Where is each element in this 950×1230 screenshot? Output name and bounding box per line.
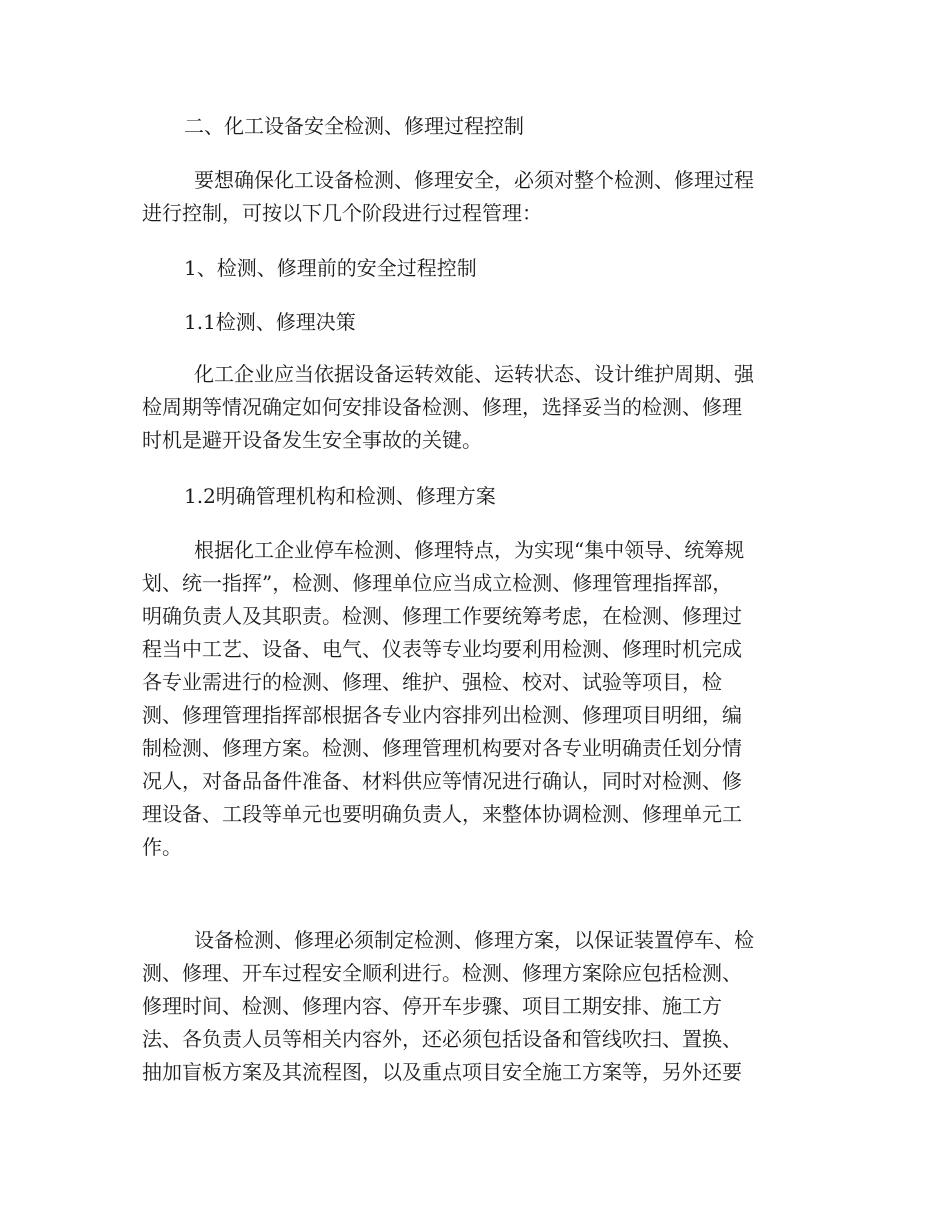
text-line: 化工企业应当依据设备运转效能、运转状态、设计维护周期、强 <box>194 362 754 386</box>
text-line: 进行控制，可按以下几个阶段进行过程管理： <box>142 201 542 225</box>
text-line: 况人，对备品备件准备、材料供应等情况进行确认，同时对检测、修 <box>142 769 742 793</box>
paragraph-organization <box>142 534 812 864</box>
text-line: 时机是避开设备发生安全事故的关键。 <box>142 428 482 452</box>
text-line: 明确负责人及其职责。检测、修理工作要统筹考虑，在检测、修理过 <box>142 604 742 628</box>
paragraph-decision <box>142 358 812 457</box>
text-line: 测、修理管理指挥部根据各专业内容排列出检测、修理项目明细，编 <box>142 703 742 727</box>
text-line: 1、检测、修理前的安全过程控制 <box>184 256 477 280</box>
text-line: 要想确保化工设备检测、修理安全，必须对整个检测、修理过程 <box>194 168 754 192</box>
paragraph-intro <box>142 164 812 230</box>
text-line: 程当中工艺、设备、电气、仪表等专业均要利用检测、修理时机完成 <box>142 637 742 661</box>
text-line: 理设备、工段等单元也要明确负责人，来整体协调检测、修理单元工 <box>142 802 742 826</box>
paragraph-plan <box>142 924 812 1089</box>
subsection-heading-1-2 <box>142 480 854 513</box>
text-line: 根据化工企业停车检测、修理特点，为实现“集中领导、统筹规 <box>194 538 745 562</box>
text-line: 修理时间、检测、修理内容、停开车步骤、项目工期安排、施工方 <box>142 994 722 1018</box>
text-line: 1.1检测、修理决策 <box>184 310 356 334</box>
text-line: 二、化工设备安全检测、修理过程控制 <box>184 114 524 138</box>
text-line: 法、各负责人员等相关内容外，还必须包括设备和管线吹扫、置换、 <box>142 1027 742 1051</box>
subsection-heading-1 <box>142 252 854 285</box>
text-line: 设备检测、修理必须制定检测、修理方案，以保证装置停车、检 <box>194 928 754 952</box>
text-line: 测、修理、开车过程安全顺利进行。检测、修理方案除应包括检测、 <box>142 961 742 985</box>
text-line: 检周期等情况确定如何安排设备检测、修理，选择妥当的检测、修理 <box>142 395 742 419</box>
text-line: 抽加盲板方案及其流程图，以及重点项目安全施工方案等，另外还要 <box>142 1060 742 1084</box>
text-line: 作。 <box>142 835 182 859</box>
section-heading <box>142 110 854 143</box>
text-line: 制检测、修理方案。检测、修理管理机构要对各专业明确责任划分情 <box>142 736 742 760</box>
subsection-heading-1-1 <box>142 306 854 339</box>
text-line: 各专业需进行的检测、修理、维护、强检、校对、试验等项目，检 <box>142 670 722 694</box>
text-line: 1.2明确管理机构和检测、修理方案 <box>184 484 496 508</box>
text-line: 划、统一指挥”，检测、修理单位应当成立检测、修理管理指挥部， <box>142 571 733 595</box>
